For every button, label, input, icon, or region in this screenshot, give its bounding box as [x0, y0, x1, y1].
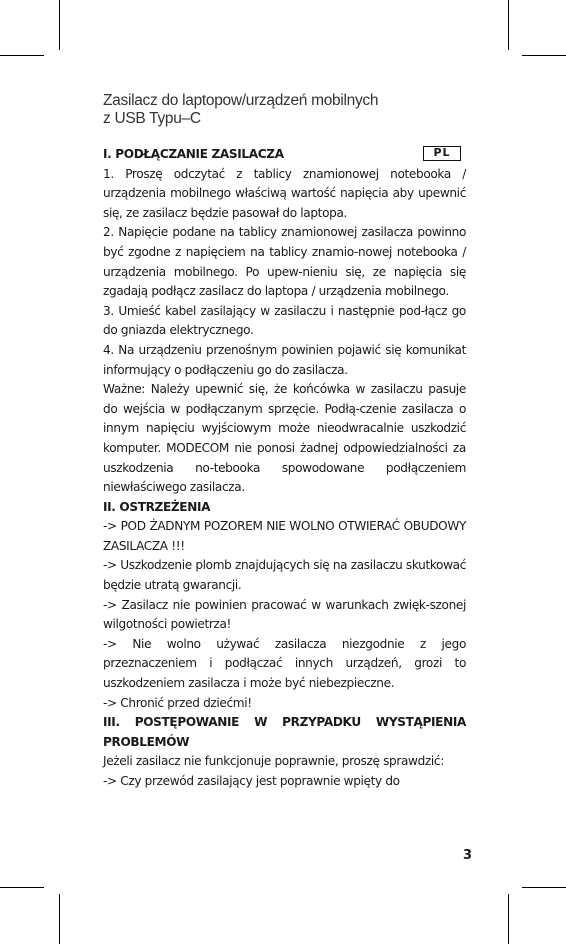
section-1-heading: I. PODŁĄCZANIE ZASILACZA: [103, 147, 284, 161]
section-3-heading: III. POSTĘPOWANIE W PRZYPADKU WYSTĄPIENIA PROBLEMÓW: [103, 715, 466, 749]
crop-mark-bottom-left: [59, 894, 60, 944]
warning-5: -> Chronić przed dziećmi!: [103, 695, 252, 710]
crop-mark-top-left: [59, 0, 60, 50]
title-line-2: z USB Typu–C: [103, 110, 201, 127]
section-2-heading: II. OSTRZEŻENIA: [103, 499, 211, 514]
section-1-paragraph-2: 2. Napięcie podane na tablicy znamionowej zasilacza powinno być zgodne z napięciem na tablicy znamio-nowej notebooka / urządzenia mobilnego. Po upew-nieniu się, ze napięcia się zgadają podłącz zasilacz do laptopa / urządzenia mobilnego.: [103, 225, 466, 299]
section-3-paragraph-2: -> Czy przewód zasilający jest poprawnie wpięty do: [103, 774, 400, 788]
title-line-1: Zasilacz do laptopow/urządzeń mobilnych: [103, 92, 379, 109]
crop-mark-top-right: [508, 0, 509, 50]
language-badge: PL: [423, 146, 461, 161]
document-title: [103, 92, 483, 128]
section-1-paragraph-5: Ważne: Należy upewnić się, że końcówka w zasilaczu pasuje do wejścia w podłączanym sprzęcie. Podłą-czenie zasilacza o innym napięciu wyjściowym może nieodwracalnie uszkodzić komputer. MODECOM nie ponosi żadnej odpowiedzialności za uszkodzenia no-tebooka spowodowane podłączeniem niewłaściwego zasilacza.: [103, 382, 466, 495]
page-number: 3: [462, 848, 472, 863]
section-1-paragraph-4: 4. Na urządzeniu przenośnym powinien pojawić się komunikat informujący o podłączeniu go do zasilacza.: [103, 342, 466, 377]
crop-mark-bottom-left-h: [0, 887, 44, 888]
section-1-paragraph-1: 1. Proszę odczytać z tablicy znamionowej notebooka / urządzenia mobilnego właściwą wartość napięcia aby upewnić się, ze zasilacz będzie pasował do laptopa.: [103, 166, 466, 220]
crop-mark-bottom-right-h: [522, 887, 566, 888]
crop-mark-top-right-h: [522, 55, 566, 56]
warning-4: -> Nie wolno używać zasilacza niezgodnie z jego przeznaczeniem i podłączać innych urządzeń, grozi to uszkodzeniem zasilacza i może być niebezpieczne.: [103, 636, 466, 691]
crop-mark-bottom-right: [508, 894, 509, 944]
warning-1: -> POD ŻADNYM POZOREM NIE WOLNO OTWIERAĆ OBUDOWY ZASILACZA !!!: [103, 519, 466, 553]
instructions-body: [103, 145, 466, 792]
crop-mark-top-left-h: [0, 55, 44, 56]
warning-3: -> Zasilacz nie powinien pracować w warunkach zwięk-szonej wilgotności powietrza!: [103, 597, 466, 632]
section-3-paragraph-1: Jeżeli zasilacz nie funkcjonuje poprawnie, proszę sprawdzić:: [103, 754, 444, 769]
section-1-paragraph-3: 3. Umieść kabel zasilający w zasilaczu i następnie pod-łącz go do gniazda elektrycznego.: [103, 303, 466, 338]
warning-2: -> Uszkodzenie plomb znajdujących się na zasilaczu skutkować będzie utratą gwarancji.: [103, 558, 467, 593]
